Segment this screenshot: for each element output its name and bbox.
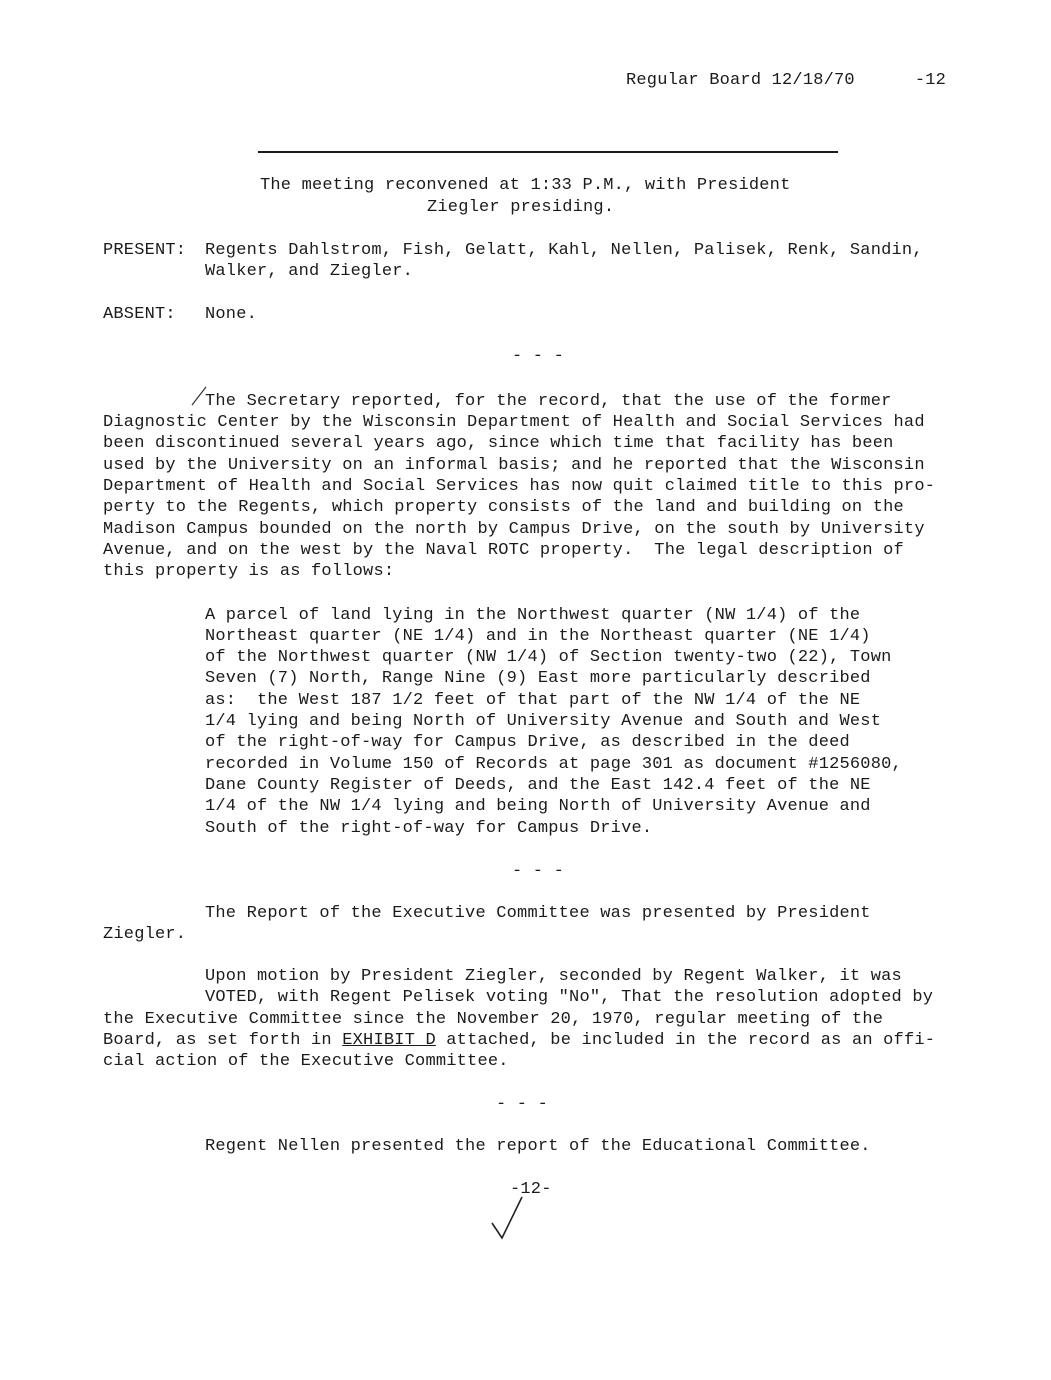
motion-line-2: VOTED, with Regent Pelisek voting "No", That the resolution adopted by (205, 988, 934, 1007)
check-mark-icon (488, 1195, 528, 1245)
report-line-8: Avenue, and on the west by the Naval ROTC property. The legal description of (103, 541, 904, 560)
report-line-3: been discontinued several years ago, since which time that facility has been (103, 434, 894, 453)
motion-line-4-pre: Board, as set forth in (103, 1031, 343, 1050)
motion-line-3: the Executive Committee since the November 20, 1970, regular meeting of the (103, 1010, 884, 1029)
motion-line-4-post: attached, be included in the record as an offi- (435, 1031, 936, 1050)
footer-page-number: -12- (510, 1180, 552, 1199)
report-line-7: Madison Campus bounded on the north by Campus Drive, on the south by University (103, 520, 925, 539)
absent-label: ABSENT: (103, 305, 176, 324)
legal-line-3: of the Northwest quarter (NW 1/4) of Section twenty-two (22), Town (205, 648, 892, 667)
section-separator: - - - (512, 347, 565, 366)
report-line-2: Diagnostic Center by the Wisconsin Department of Health and Social Services had (103, 413, 925, 432)
executive-line-1: The Report of the Executive Committee was presented by President (205, 904, 871, 923)
present-line-1: Regents Dahlstrom, Fish, Gelatt, Kahl, Nellen, Palisek, Renk, Sandin, (205, 241, 923, 260)
section-separator: - - - (512, 862, 565, 881)
legal-line-8: recorded in Volume 150 of Records at page 301 as document #1256080, (205, 755, 902, 774)
header-page-number: -12 (914, 71, 947, 90)
legal-line-5: as: the West 187 1/2 feet of that part of the NW 1/4 of the NE (205, 691, 861, 710)
legal-line-11: South of the right-of-way for Campus Drive. (205, 819, 653, 838)
reconvene-line-2: Ziegler presiding. (427, 198, 615, 217)
absent-value: None. (205, 305, 258, 324)
report-line-4: used by the University on an informal basis; and he reported that the Wisconsin (103, 456, 925, 475)
legal-line-6: 1/4 lying and being North of University Avenue and South and West (205, 712, 882, 731)
motion-line-4 (103, 1030, 935, 1051)
report-line-9: this property is as follows: (103, 562, 395, 581)
legal-line-10: 1/4 of the NW 1/4 lying and being North of University Avenue and (205, 797, 871, 816)
executive-line-2: Ziegler. (103, 925, 187, 944)
page-header (626, 70, 946, 91)
legal-line-4: Seven (7) North, Range Nine (9) East more particularly described (205, 669, 871, 688)
section-separator: - - - (496, 1095, 549, 1114)
exhibit-reference: EXHIBIT D (342, 1031, 436, 1050)
report-line-5: Department of Health and Social Services has now quit claimed title to this pro- (103, 477, 936, 496)
legal-line-1: A parcel of land lying in the Northwest quarter (NW 1/4) of the (205, 606, 861, 625)
header-title: Regular Board 12/18/70 (626, 71, 855, 90)
motion-line-5: cial action of the Executive Committee. (103, 1052, 509, 1071)
educational-line: Regent Nellen presented the report of the Educational Committee. (205, 1137, 871, 1156)
present-line-2: Walker, and Ziegler. (205, 262, 414, 281)
reconvene-line-1: The meeting reconvened at 1:33 P.M., with President (260, 176, 791, 195)
horizontal-rule (258, 151, 838, 153)
legal-line-7: of the right-of-way for Campus Drive, as described in the deed (205, 733, 850, 752)
legal-line-9: Dane County Register of Deeds, and the East 142.4 feet of the NE (205, 776, 871, 795)
legal-line-2: Northeast quarter (NE 1/4) and in the Northeast quarter (NE 1/4) (205, 627, 871, 646)
report-line-6: perty to the Regents, which property consists of the land and building on the (103, 498, 904, 517)
report-line-1: The Secretary reported, for the record, that the use of the former (205, 392, 892, 411)
tick-mark-icon (190, 385, 210, 407)
present-label: PRESENT: (103, 241, 187, 260)
motion-line-1: Upon motion by President Ziegler, seconded by Regent Walker, it was (205, 967, 902, 986)
